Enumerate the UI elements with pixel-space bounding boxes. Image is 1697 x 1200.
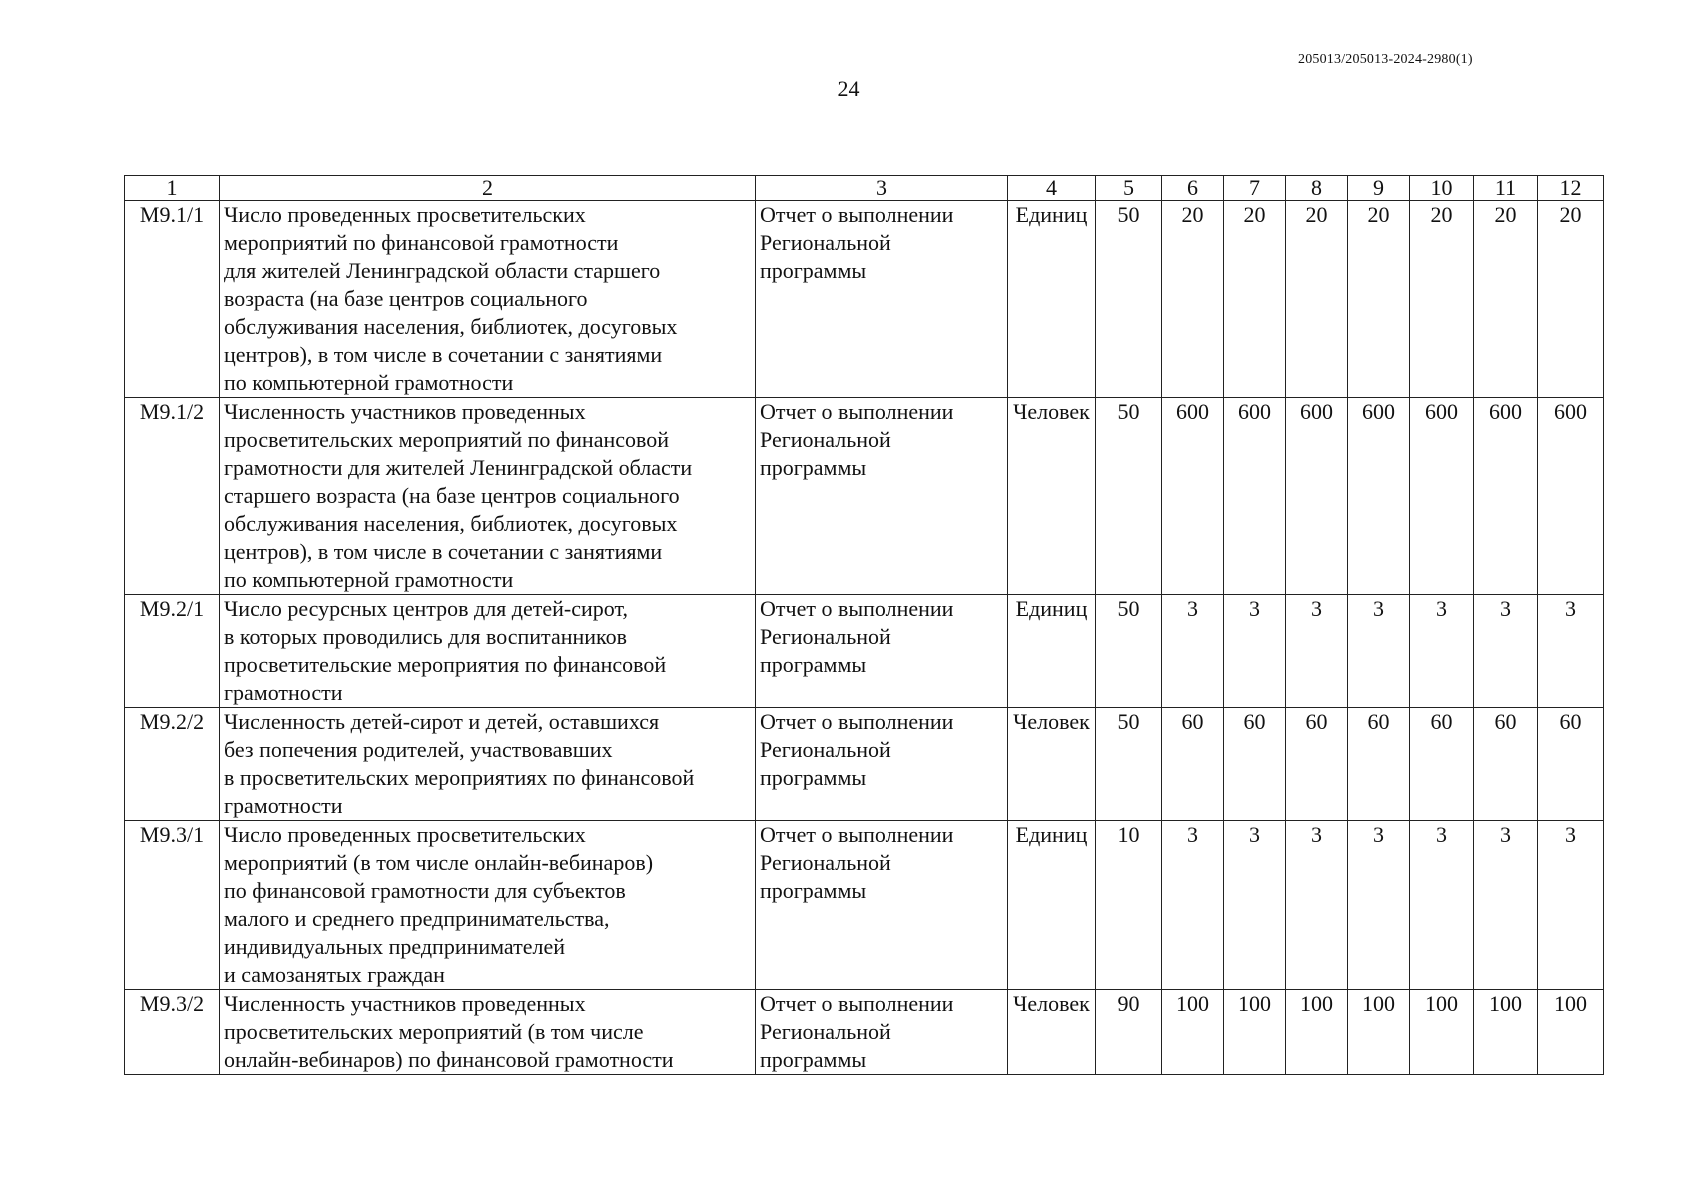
document-id: 205013/205013-2024-2980(1) <box>1298 52 1473 67</box>
value-cell: 50 <box>1096 595 1162 708</box>
data-source <box>756 708 1008 821</box>
unit-of-measure: Единиц <box>1008 201 1096 398</box>
value-cell: 3 <box>1286 821 1348 990</box>
indicator-name-line: обслуживания населения, библиотек, досуговых <box>224 314 678 339</box>
data-source-line: Отчет о выполнении <box>760 991 954 1016</box>
indicator-name-line: онлайн-вебинаров) по финансовой грамотности <box>224 1047 674 1072</box>
indicator-name-line: грамотности <box>224 680 343 705</box>
value-cell: 20 <box>1286 201 1348 398</box>
data-source-line: программы <box>760 1047 867 1072</box>
value-cell: 20 <box>1224 201 1286 398</box>
indicator-name-line: грамотности <box>224 793 343 818</box>
data-source-line: программы <box>760 455 867 480</box>
table-row <box>125 201 1604 398</box>
indicator-name-line: мероприятий по финансовой грамотности <box>224 230 619 255</box>
indicator-name-line: Число проведенных просветительских <box>224 202 586 227</box>
indicator-name-line: малого и среднего предпринимательства, <box>224 906 610 931</box>
data-source <box>756 821 1008 990</box>
page-number: 24 <box>837 76 860 101</box>
value-cell: 3 <box>1474 821 1538 990</box>
unit-of-measure: Единиц <box>1008 595 1096 708</box>
unit-of-measure: Единиц <box>1008 821 1096 990</box>
value-cell: 600 <box>1162 398 1224 595</box>
indicator-name-line: центров), в том числе в сочетании с занятиями <box>224 342 663 367</box>
indicator-name-line: по финансовой грамотности для субъектов <box>224 878 626 903</box>
value-cell: 3 <box>1224 821 1286 990</box>
indicator-name-line: Численность детей-сирот и детей, оставшихся <box>224 709 660 734</box>
value-cell: 3 <box>1348 595 1410 708</box>
data-source-line: Отчет о выполнении <box>760 202 954 227</box>
value-cell: 60 <box>1410 708 1474 821</box>
value-cell: 20 <box>1410 201 1474 398</box>
indicator-name <box>220 595 756 708</box>
data-source-line: Отчет о выполнении <box>760 596 954 621</box>
value-cell: 20 <box>1538 201 1604 398</box>
indicator-code: М9.3/1 <box>125 821 220 990</box>
value-cell: 90 <box>1096 990 1162 1075</box>
indicator-name-line: центров), в том числе в сочетании с занятиями <box>224 539 663 564</box>
data-source-line: Отчет о выполнении <box>760 399 954 424</box>
indicator-name-line: Число ресурсных центров для детей-сирот, <box>224 596 628 621</box>
indicator-name <box>220 821 756 990</box>
value-cell: 600 <box>1286 398 1348 595</box>
value-cell: 3 <box>1162 821 1224 990</box>
column-number-12: 12 <box>1538 176 1604 201</box>
indicator-name-line: для жителей Ленинградской области старшего <box>224 258 661 283</box>
value-cell: 3 <box>1224 595 1286 708</box>
unit-of-measure: Человек <box>1008 708 1096 821</box>
data-source-line: Региональной <box>760 427 891 452</box>
value-cell: 600 <box>1474 398 1538 595</box>
value-cell: 10 <box>1096 821 1162 990</box>
value-cell: 100 <box>1286 990 1348 1075</box>
unit-of-measure: Человек <box>1008 398 1096 595</box>
data-source <box>756 201 1008 398</box>
indicator-name-line: просветительских мероприятий по финансовой <box>224 427 670 452</box>
table-row <box>125 708 1604 821</box>
indicator-name-line: мероприятий (в том числе онлайн-вебинаров) <box>224 850 654 875</box>
column-number-9: 9 <box>1348 176 1410 201</box>
value-cell: 3 <box>1538 821 1604 990</box>
table-row <box>125 821 1604 990</box>
value-cell: 60 <box>1348 708 1410 821</box>
value-cell: 100 <box>1538 990 1604 1075</box>
data-source-line: Региональной <box>760 850 891 875</box>
indicator-name-line: в просветительских мероприятиях по финансовой <box>224 765 695 790</box>
column-number-7: 7 <box>1224 176 1286 201</box>
indicator-name <box>220 201 756 398</box>
value-cell: 3 <box>1538 595 1604 708</box>
value-cell: 100 <box>1474 990 1538 1075</box>
value-cell: 50 <box>1096 708 1162 821</box>
table-row <box>125 398 1604 595</box>
value-cell: 3 <box>1410 821 1474 990</box>
indicators-table <box>124 175 1604 1075</box>
unit-of-measure: Человек <box>1008 990 1096 1075</box>
value-cell: 60 <box>1538 708 1604 821</box>
indicator-code: М9.1/1 <box>125 201 220 398</box>
indicator-name-line: по компьютерной грамотности <box>224 370 514 395</box>
table-row <box>125 990 1604 1075</box>
column-number-10: 10 <box>1410 176 1474 201</box>
indicator-name <box>220 990 756 1075</box>
data-source-line: Отчет о выполнении <box>760 709 954 734</box>
indicator-name-line: по компьютерной грамотности <box>224 567 514 592</box>
indicator-name-line: без попечения родителей, участвовавших <box>224 737 613 762</box>
value-cell: 3 <box>1286 595 1348 708</box>
indicator-name <box>220 708 756 821</box>
value-cell: 60 <box>1162 708 1224 821</box>
data-source-line: программы <box>760 765 867 790</box>
value-cell: 20 <box>1348 201 1410 398</box>
indicator-name-line: просветительских мероприятий (в том числе <box>224 1019 644 1044</box>
value-cell: 3 <box>1162 595 1224 708</box>
indicator-name-line: и самозанятых граждан <box>224 962 445 987</box>
indicator-name <box>220 398 756 595</box>
value-cell: 100 <box>1162 990 1224 1075</box>
value-cell: 20 <box>1474 201 1538 398</box>
data-source-line: программы <box>760 878 867 903</box>
value-cell: 100 <box>1348 990 1410 1075</box>
value-cell: 600 <box>1224 398 1286 595</box>
column-number-2: 2 <box>220 176 756 201</box>
indicator-name-line: грамотности для жителей Ленинградской области <box>224 455 693 480</box>
value-cell: 600 <box>1410 398 1474 595</box>
table-row <box>125 595 1604 708</box>
column-number-4: 4 <box>1008 176 1096 201</box>
indicator-code: М9.3/2 <box>125 990 220 1075</box>
column-number-6: 6 <box>1162 176 1224 201</box>
data-source-line: Региональной <box>760 1019 891 1044</box>
value-cell: 60 <box>1286 708 1348 821</box>
column-number-8: 8 <box>1286 176 1348 201</box>
value-cell: 3 <box>1410 595 1474 708</box>
indicator-name-line: в которых проводились для воспитанников <box>224 624 627 649</box>
indicator-name-line: старшего возраста (на базе центров социального <box>224 483 680 508</box>
indicator-code: М9.2/1 <box>125 595 220 708</box>
column-number-3: 3 <box>756 176 1008 201</box>
data-source-line: Региональной <box>760 737 891 762</box>
value-cell: 60 <box>1224 708 1286 821</box>
column-number-5: 5 <box>1096 176 1162 201</box>
value-cell: 100 <box>1410 990 1474 1075</box>
column-number-11: 11 <box>1474 176 1538 201</box>
value-cell: 60 <box>1474 708 1538 821</box>
indicator-name-line: Численность участников проведенных <box>224 991 586 1016</box>
data-source-line: программы <box>760 258 867 283</box>
data-source-line: Региональной <box>760 230 891 255</box>
indicator-code: М9.1/2 <box>125 398 220 595</box>
indicator-name-line: возраста (на базе центров социального <box>224 286 588 311</box>
value-cell: 3 <box>1348 821 1410 990</box>
value-cell: 600 <box>1348 398 1410 595</box>
data-source <box>756 990 1008 1075</box>
value-cell: 50 <box>1096 201 1162 398</box>
data-source <box>756 595 1008 708</box>
indicator-code: М9.2/2 <box>125 708 220 821</box>
value-cell: 100 <box>1224 990 1286 1075</box>
value-cell: 3 <box>1474 595 1538 708</box>
data-source <box>756 398 1008 595</box>
table-header-row <box>125 176 1604 201</box>
indicator-name-line: просветительские мероприятия по финансовой <box>224 652 667 677</box>
value-cell: 50 <box>1096 398 1162 595</box>
data-source-line: Региональной <box>760 624 891 649</box>
data-source-line: программы <box>760 652 867 677</box>
column-number-1: 1 <box>125 176 220 201</box>
data-source-line: Отчет о выполнении <box>760 822 954 847</box>
indicator-name-line: индивидуальных предпринимателей <box>224 934 565 959</box>
value-cell: 20 <box>1162 201 1224 398</box>
indicator-name-line: Численность участников проведенных <box>224 399 586 424</box>
indicator-name-line: Число проведенных просветительских <box>224 822 586 847</box>
indicator-name-line: обслуживания населения, библиотек, досуговых <box>224 511 678 536</box>
value-cell: 600 <box>1538 398 1604 595</box>
